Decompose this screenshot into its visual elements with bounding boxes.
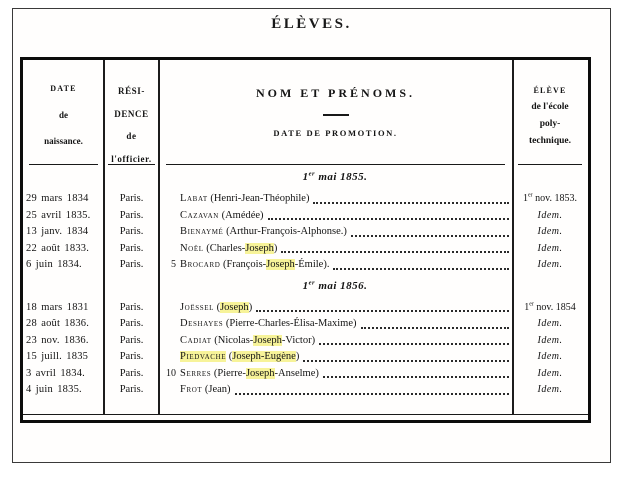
- polytechnique-cell: Idem.: [537, 226, 563, 237]
- residence-cell: Paris.: [119, 301, 144, 313]
- table-row: [23, 224, 588, 241]
- table-row: [23, 191, 588, 208]
- dot-leader: [303, 349, 509, 362]
- birth-date-cell: 22 août 1833.: [26, 242, 90, 254]
- birth-date-cell: 28 août 1836.: [26, 318, 90, 329]
- birth-date-cell: 13 janv. 1834: [26, 226, 89, 237]
- dot-leader: [268, 208, 509, 221]
- table-row: [23, 300, 588, 317]
- name-text: Cazavan (Amédée): [180, 209, 264, 221]
- name-text: Deshayes (Pierre-Charles-Élisa-Maxime): [180, 318, 357, 329]
- polytechnique-cell: Idem.: [537, 334, 563, 346]
- table-row: [23, 316, 588, 333]
- row-number: [159, 349, 180, 366]
- row-number: [159, 224, 180, 241]
- promotion-date-heading: 1er mai 1856.: [302, 278, 368, 292]
- table-row: [23, 241, 588, 258]
- polytechnique-cell: 1er nov. 1853.: [522, 192, 578, 204]
- name-text: Cadiat (Nicolas-Joseph-Victor): [180, 334, 316, 346]
- students-table: [20, 57, 591, 423]
- polytechnique-cell: 1er nov. 1854: [524, 301, 576, 313]
- promotion-date-heading: 1er mai 1855.: [302, 170, 368, 183]
- table-body: [23, 165, 588, 414]
- polytechnique-cell: Idem.: [537, 367, 563, 379]
- name-cell: [159, 191, 512, 208]
- polytechnique-cell: Idem.: [537, 242, 563, 254]
- name-cell: [159, 333, 512, 350]
- birth-date-cell: 29 mars 1834: [26, 193, 89, 204]
- birth-date-cell: 4 juin 1835.: [26, 384, 82, 395]
- dot-leader: [235, 382, 509, 395]
- row-number: [159, 300, 180, 317]
- page-title: ÉLÈVES.: [271, 16, 352, 32]
- name-text: Frot (Jean): [180, 384, 231, 395]
- birth-date-cell: 23 nov. 1836.: [26, 334, 89, 346]
- birth-date-cell: 6 juin 1834.: [26, 259, 82, 270]
- name-text: Noël (Charles-Joseph): [180, 242, 278, 254]
- polytechnique-cell: Idem.: [537, 209, 563, 221]
- name-text: Piedvache (Joseph-Eugène): [180, 351, 300, 362]
- birth-date-cell: 3 avril 1834.: [26, 367, 85, 379]
- name-cell: [159, 208, 512, 225]
- polytechnique-cell: Idem.: [537, 384, 563, 395]
- dot-leader: [333, 257, 509, 270]
- header-promotion-date: DATE DE PROMOTION.: [273, 128, 398, 138]
- name-cell: [159, 382, 512, 399]
- residence-cell: Paris.: [119, 193, 144, 204]
- table-row: [23, 333, 588, 350]
- header-residence: RÉSI- DENCE de l'officier.: [104, 60, 159, 165]
- polytechnique-cell: Idem.: [537, 351, 563, 362]
- header-polytechnique: ÉLÈVE de l'école poly- technique.: [512, 60, 588, 165]
- table-header: [23, 60, 588, 165]
- row-number: [159, 208, 180, 225]
- birth-date-cell: 15 juill. 1835: [26, 351, 89, 362]
- name-text: Bienaymé (Arthur-François-Alphonse.): [180, 226, 347, 237]
- section-rows: [23, 300, 588, 399]
- name-cell: [159, 224, 512, 241]
- residence-cell: Paris.: [119, 334, 144, 346]
- name-cell: [159, 366, 512, 383]
- table-row: [23, 382, 588, 399]
- residence-cell: Paris.: [119, 242, 144, 254]
- row-number: [159, 333, 180, 350]
- section-rows: [23, 191, 588, 274]
- row-number: 5: [171, 259, 176, 270]
- polytechnique-cell: Idem.: [537, 259, 563, 270]
- residence-cell: Paris.: [119, 226, 144, 237]
- header-name-title: NOM ET PRÉNOMS.: [255, 86, 416, 100]
- dot-leader: [323, 366, 509, 379]
- row-number: [159, 316, 180, 333]
- residence-cell: Paris.: [119, 209, 144, 221]
- row-number: [159, 241, 180, 258]
- residence-cell: Paris.: [119, 351, 144, 362]
- row-number: 10: [166, 367, 176, 379]
- name-cell: [159, 257, 512, 274]
- name-text: Serres (Pierre-Joseph-Anselme): [180, 367, 319, 379]
- header-birth-date: DATE de naissance.: [23, 60, 104, 165]
- promotion-section: [23, 165, 588, 274]
- polytechnique-cell: Idem.: [537, 318, 563, 329]
- residence-cell: Paris.: [119, 259, 144, 270]
- name-text: Joëssel (Joseph): [180, 301, 253, 313]
- dot-leader: [319, 333, 509, 346]
- dot-leader: [361, 316, 510, 329]
- table-row: [23, 257, 588, 274]
- dot-leader: [256, 300, 509, 313]
- table-inner-rule: [23, 60, 588, 415]
- name-cell: [159, 300, 512, 317]
- residence-cell: Paris.: [119, 367, 144, 379]
- dot-leader: [281, 241, 509, 254]
- dot-leader: [351, 224, 509, 237]
- row-number: [159, 191, 180, 208]
- table-row: [23, 366, 588, 383]
- birth-date-cell: 18 mars 1831: [26, 301, 89, 313]
- name-cell: [159, 316, 512, 333]
- residence-cell: Paris.: [119, 318, 144, 329]
- name-text: Brocard (François-Joseph-Émile).: [180, 259, 330, 270]
- name-cell: [159, 349, 512, 366]
- promotion-section: [23, 274, 588, 399]
- name-text: Labat (Henri-Jean-Théophile): [180, 193, 310, 204]
- name-cell: [159, 241, 512, 258]
- birth-date-cell: 25 avril 1835.: [26, 209, 91, 221]
- row-number: [159, 382, 180, 399]
- header-dash-rule: [323, 114, 349, 116]
- header-name: [159, 60, 512, 165]
- table-row: [23, 208, 588, 225]
- table-row: [23, 349, 588, 366]
- residence-cell: Paris.: [119, 384, 144, 395]
- dot-leader: [313, 191, 509, 204]
